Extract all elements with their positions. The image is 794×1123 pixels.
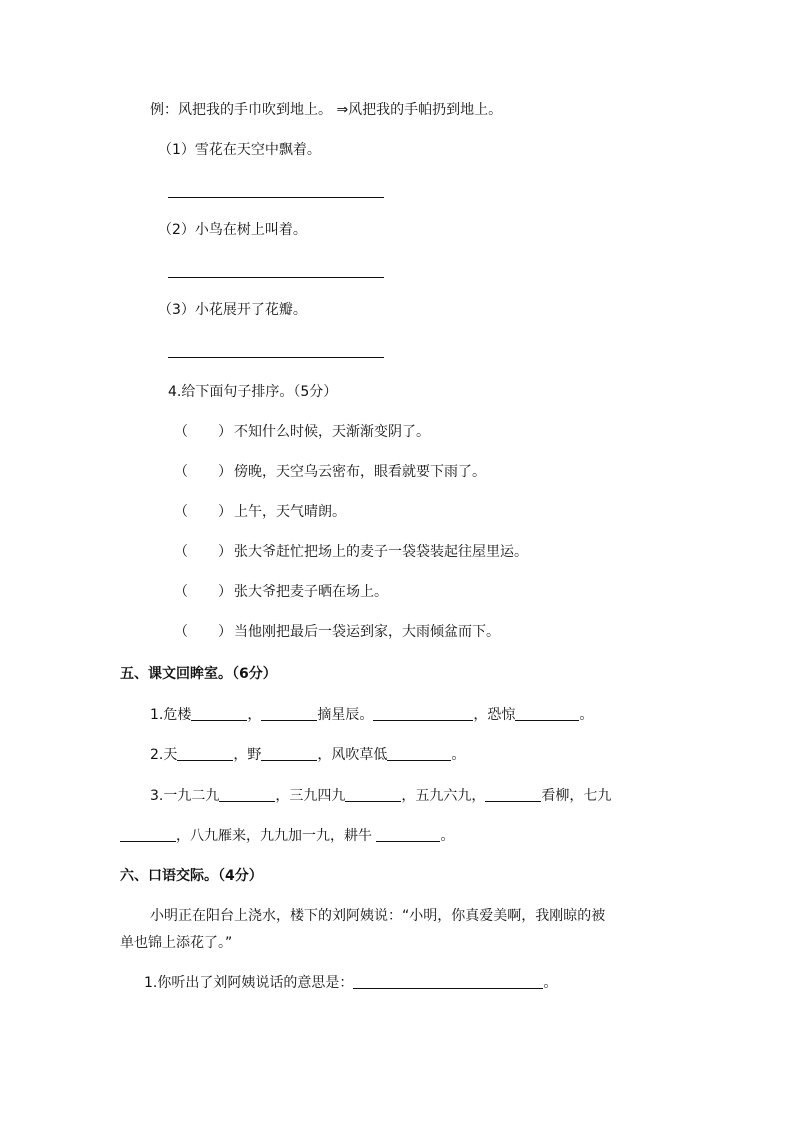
order-item-text: 不知什么时候，天渐渐变阴了。 (234, 424, 430, 440)
order-item (174, 422, 430, 442)
poem-question-2: 2.天 ，野 ，风吹草低 。 (150, 747, 466, 763)
order-blank[interactable]: （ ） (174, 584, 232, 600)
order-blank[interactable]: （ ） (174, 464, 232, 480)
fill-blank[interactable] (177, 746, 233, 761)
answer-line-1[interactable] (168, 197, 384, 198)
q4-title: 4.给下面句子排序。（5分） (168, 384, 338, 400)
poem-question-1: 1.危楼 ， 摘星辰。 ，恐惊 。 (150, 707, 594, 723)
fill-blank[interactable] (345, 787, 401, 802)
section-5-title: 五、课文回眸室。（6分） (120, 666, 277, 682)
rewrite-item-1: （1）雪花在天空中飘着。 (158, 142, 321, 158)
order-item-text: 傍晚，天空乌云密布，眼看就要下雨了。 (234, 464, 486, 480)
rewrite-item-2: （2）小鸟在树上叫着。 (158, 222, 307, 238)
order-blank[interactable]: （ ） (174, 624, 232, 640)
fill-blank[interactable] (353, 974, 543, 989)
fill-blank[interactable] (373, 706, 473, 721)
poem-question-3: 3.一九二九 ，三九四九 ，五九六九， 看柳，七九 (150, 788, 612, 804)
fill-blank[interactable] (219, 787, 275, 802)
dialogue-paragraph-line-1: 小明正在阳台上浇水，楼下的刘阿姨说：“小明，你真爱美啊，我刚晾的被 (150, 908, 606, 924)
section-6-title: 六、口语交际。（4分） (120, 868, 263, 884)
order-item (174, 582, 388, 602)
fill-blank[interactable] (485, 787, 541, 802)
fill-blank[interactable] (191, 706, 247, 721)
order-item (174, 622, 500, 642)
order-blank[interactable]: （ ） (174, 424, 232, 440)
order-item-text: 张大爷赶忙把场上的麦子一袋袋装起往屋里运。 (234, 544, 528, 560)
order-item-text: 上午，天气晴朗。 (234, 504, 346, 520)
fill-blank[interactable] (387, 746, 451, 761)
order-item (174, 542, 528, 562)
fill-blank[interactable] (120, 827, 176, 842)
dialogue-question-1: 1.你听出了刘阿姨说话的意思是： 。 (144, 975, 558, 991)
answer-line-3[interactable] (168, 357, 384, 358)
poem-question-3-cont: ，八九雁来，九九加一九，耕牛 。 (120, 826, 454, 846)
fill-blank[interactable] (515, 706, 579, 721)
example-sentence: 例：风把我的手巾吹到地上。 ⇒风把我的手帕扔到地上。 (150, 102, 503, 118)
fill-blank[interactable] (261, 746, 317, 761)
order-item-text: 当他刚把最后一袋运到家，大雨倾盆而下。 (234, 624, 500, 640)
order-blank[interactable]: （ ） (174, 504, 232, 520)
fill-blank[interactable] (376, 827, 440, 842)
order-item-text: 张大爷把麦子晒在场上。 (234, 584, 388, 600)
order-item (174, 462, 486, 482)
fill-blank[interactable] (261, 706, 317, 721)
order-item (174, 502, 346, 522)
answer-line-2[interactable] (168, 277, 384, 278)
order-blank[interactable]: （ ） (174, 544, 232, 560)
dialogue-paragraph-line-2: 单也锦上添花了。” (120, 935, 233, 951)
rewrite-item-3: （3）小花展开了花瓣。 (158, 302, 307, 318)
